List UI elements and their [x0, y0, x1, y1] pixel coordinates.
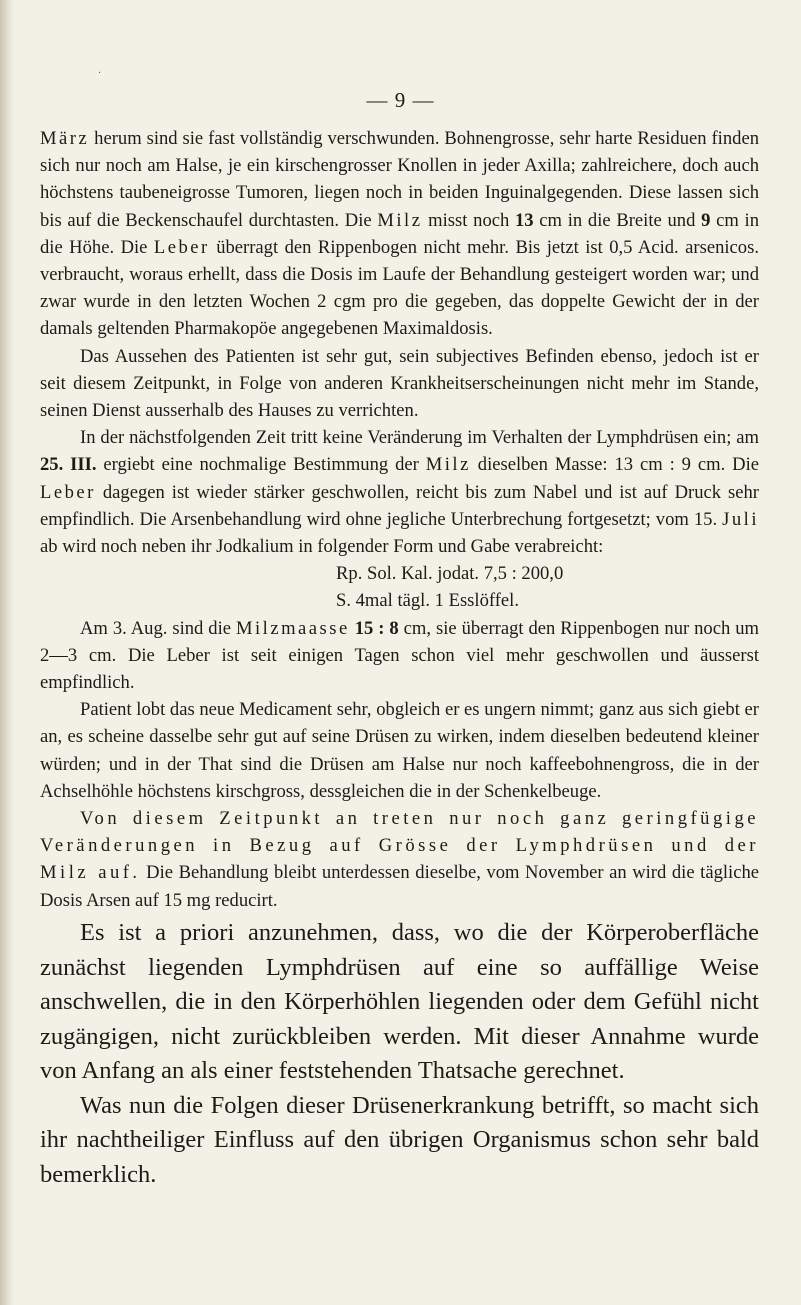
milz-measure-value: 15 : 8	[354, 617, 399, 639]
paragraph-7: Es ist a priori anzunehmen, dass, wo die der Körperoberfläche zunächst liegenden Lymphdrüsen auf eine so auffällige Weise anschwellen, die in den Körperhöhlen liegenden oder dem Gefühl nicht zugängigen, nicht zurückbleiben werden. Mit dieser Annahme wurde von Anfang an als einer feststehenden Thatsache gerechnet.	[40, 919, 759, 1084]
p1-text-d: cm in die Höhe. Die	[40, 209, 759, 258]
paragraph-6	[40, 805, 759, 914]
p1-text-e: überragt den Rippenbogen nicht mehr. Bis jetzt ist 0,5 Acid. arsenicos. verbraucht, woraus erhellt, dass die Dosis im Laufe der Behandlung gesteigert worden war; und zwar wurde in den letzten Wochen 2 cgm pro die gegeben, das doppelte Gewicht der in der damals geltenden Pharmakopöe angegebenen Maximaldosis.	[40, 236, 759, 340]
emphasis-span: Von diesem Zeitpunkt an treten nur noch ganz geringfügige Veränderungen in Bezug auf Grösse der Lymphdrüsen und der Milz auf.	[40, 808, 759, 884]
paragraph-8: Was nun die Folgen dieser Drüsenerkrankung betrifft, so macht sich ihr nachtheiliger Einfluss auf den übrigen Organismus schon sehr bald bemerklich.	[40, 1091, 759, 1188]
month-marz: März	[40, 128, 90, 149]
date-25-iii: 25. III.	[40, 454, 97, 476]
large-type-section	[40, 916, 759, 1192]
paragraph-3	[40, 424, 759, 560]
prescription-line-2: S. 4mal tägl. 1 Esslöffel.	[336, 590, 519, 612]
leber-term-2: Leber	[40, 481, 96, 503]
p3-text-e: ab wird noch neben ihr Jodkalium in folgender Form und Gabe verabreicht:	[40, 536, 604, 558]
paragraph-5: Patient lobt das neue Medicament sehr, obgleich er es ungern nimmt; ganz aus sich giebt er an, es scheine dasselbe sehr gut auf seine Drüsen zu wirken, indem dieselben bedeutend kleiner würden; und in der That sind die Drüsen am Halse nur noch kaffeebohnengross, die in der Achselhöhle höchstens kirschgross, dessgleichen die in der Schenkelbeuge.	[40, 699, 759, 802]
p3-text-a: In der nächstfolgenden Zeit tritt keine Veränderung im Verhalten der Lymphdrüsen ein; am	[80, 427, 759, 449]
p3-text-c: dieselben Masse: 13 cm : 9 cm. Die	[470, 454, 759, 476]
p1-text-a: herum sind sie fast vollständig verschwunden. Bohnengrosse, sehr harte Residuen finden sich nur noch am Halse, je ein kirschengrosser Knollen in jeder Axilla; zahlreichere, doch auch höchstens taubeneigrosse Tumoren, liegen noch in beiden Inguinalgegenden. Diese lassen sich bis auf die Beckenschaufel durchtasten. Die	[40, 128, 759, 231]
prescription-line-1: Rp. Sol. Kal. jodat. 7,5 : 200,0	[336, 563, 564, 585]
milz-term-2: Milz	[425, 454, 471, 476]
milzmaasse-term: Milzmaasse	[235, 617, 350, 639]
p1-text-c: cm in die Breite und	[533, 209, 702, 231]
milz-height-value: 9	[701, 209, 711, 231]
page-number: — 9 —	[366, 88, 435, 112]
speck-mark: ·	[98, 68, 102, 79]
paragraph-2: Das Aussehen des Patienten ist sehr gut, sein subjectives Befinden ebenso, jedoch ist er seit diesem Zeitpunkt, in Folge von anderen Krankheitserscheinungen nicht mehr im Stande, seinen Dienst ausserhalb des Hauses zu verrichten.	[40, 345, 759, 422]
body-text	[40, 125, 759, 914]
p4-text-a: Am 3. Aug. sind die	[80, 617, 236, 639]
p1-text-b: misst noch	[422, 209, 515, 231]
paragraph-4	[40, 615, 759, 697]
month-juli: Juli	[722, 508, 759, 530]
milz-term: Milz	[377, 209, 423, 231]
p6-text-b: Die Behandlung bleibt unterdessen dieselbe, vom November an wird die tägliche Dosis Arsen auf 15 mg reducirt.	[40, 862, 760, 911]
paragraph-1	[40, 125, 759, 343]
page-binding-edge	[0, 0, 14, 1305]
p3-text-d: dagegen ist wieder stärker geschwollen, reicht bis zum Nabel und ist auf Druck sehr empfindlich. Die Arsenbehandlung wird ohne jegliche Unterbrechung fortgesetzt; vom 15.	[40, 481, 759, 530]
leber-term: Leber	[153, 236, 210, 258]
milz-width-value: 13	[515, 209, 534, 231]
p4-text-b: cm, sie überragt den Rippenbogen nur noch um 2—3 cm. Die Leber ist seit einigen Tagen schon viel mehr geschwollen und äusserst empfindlich.	[40, 617, 759, 694]
p3-text-b: ergiebt eine nochmalige Bestimmung der	[96, 454, 426, 476]
